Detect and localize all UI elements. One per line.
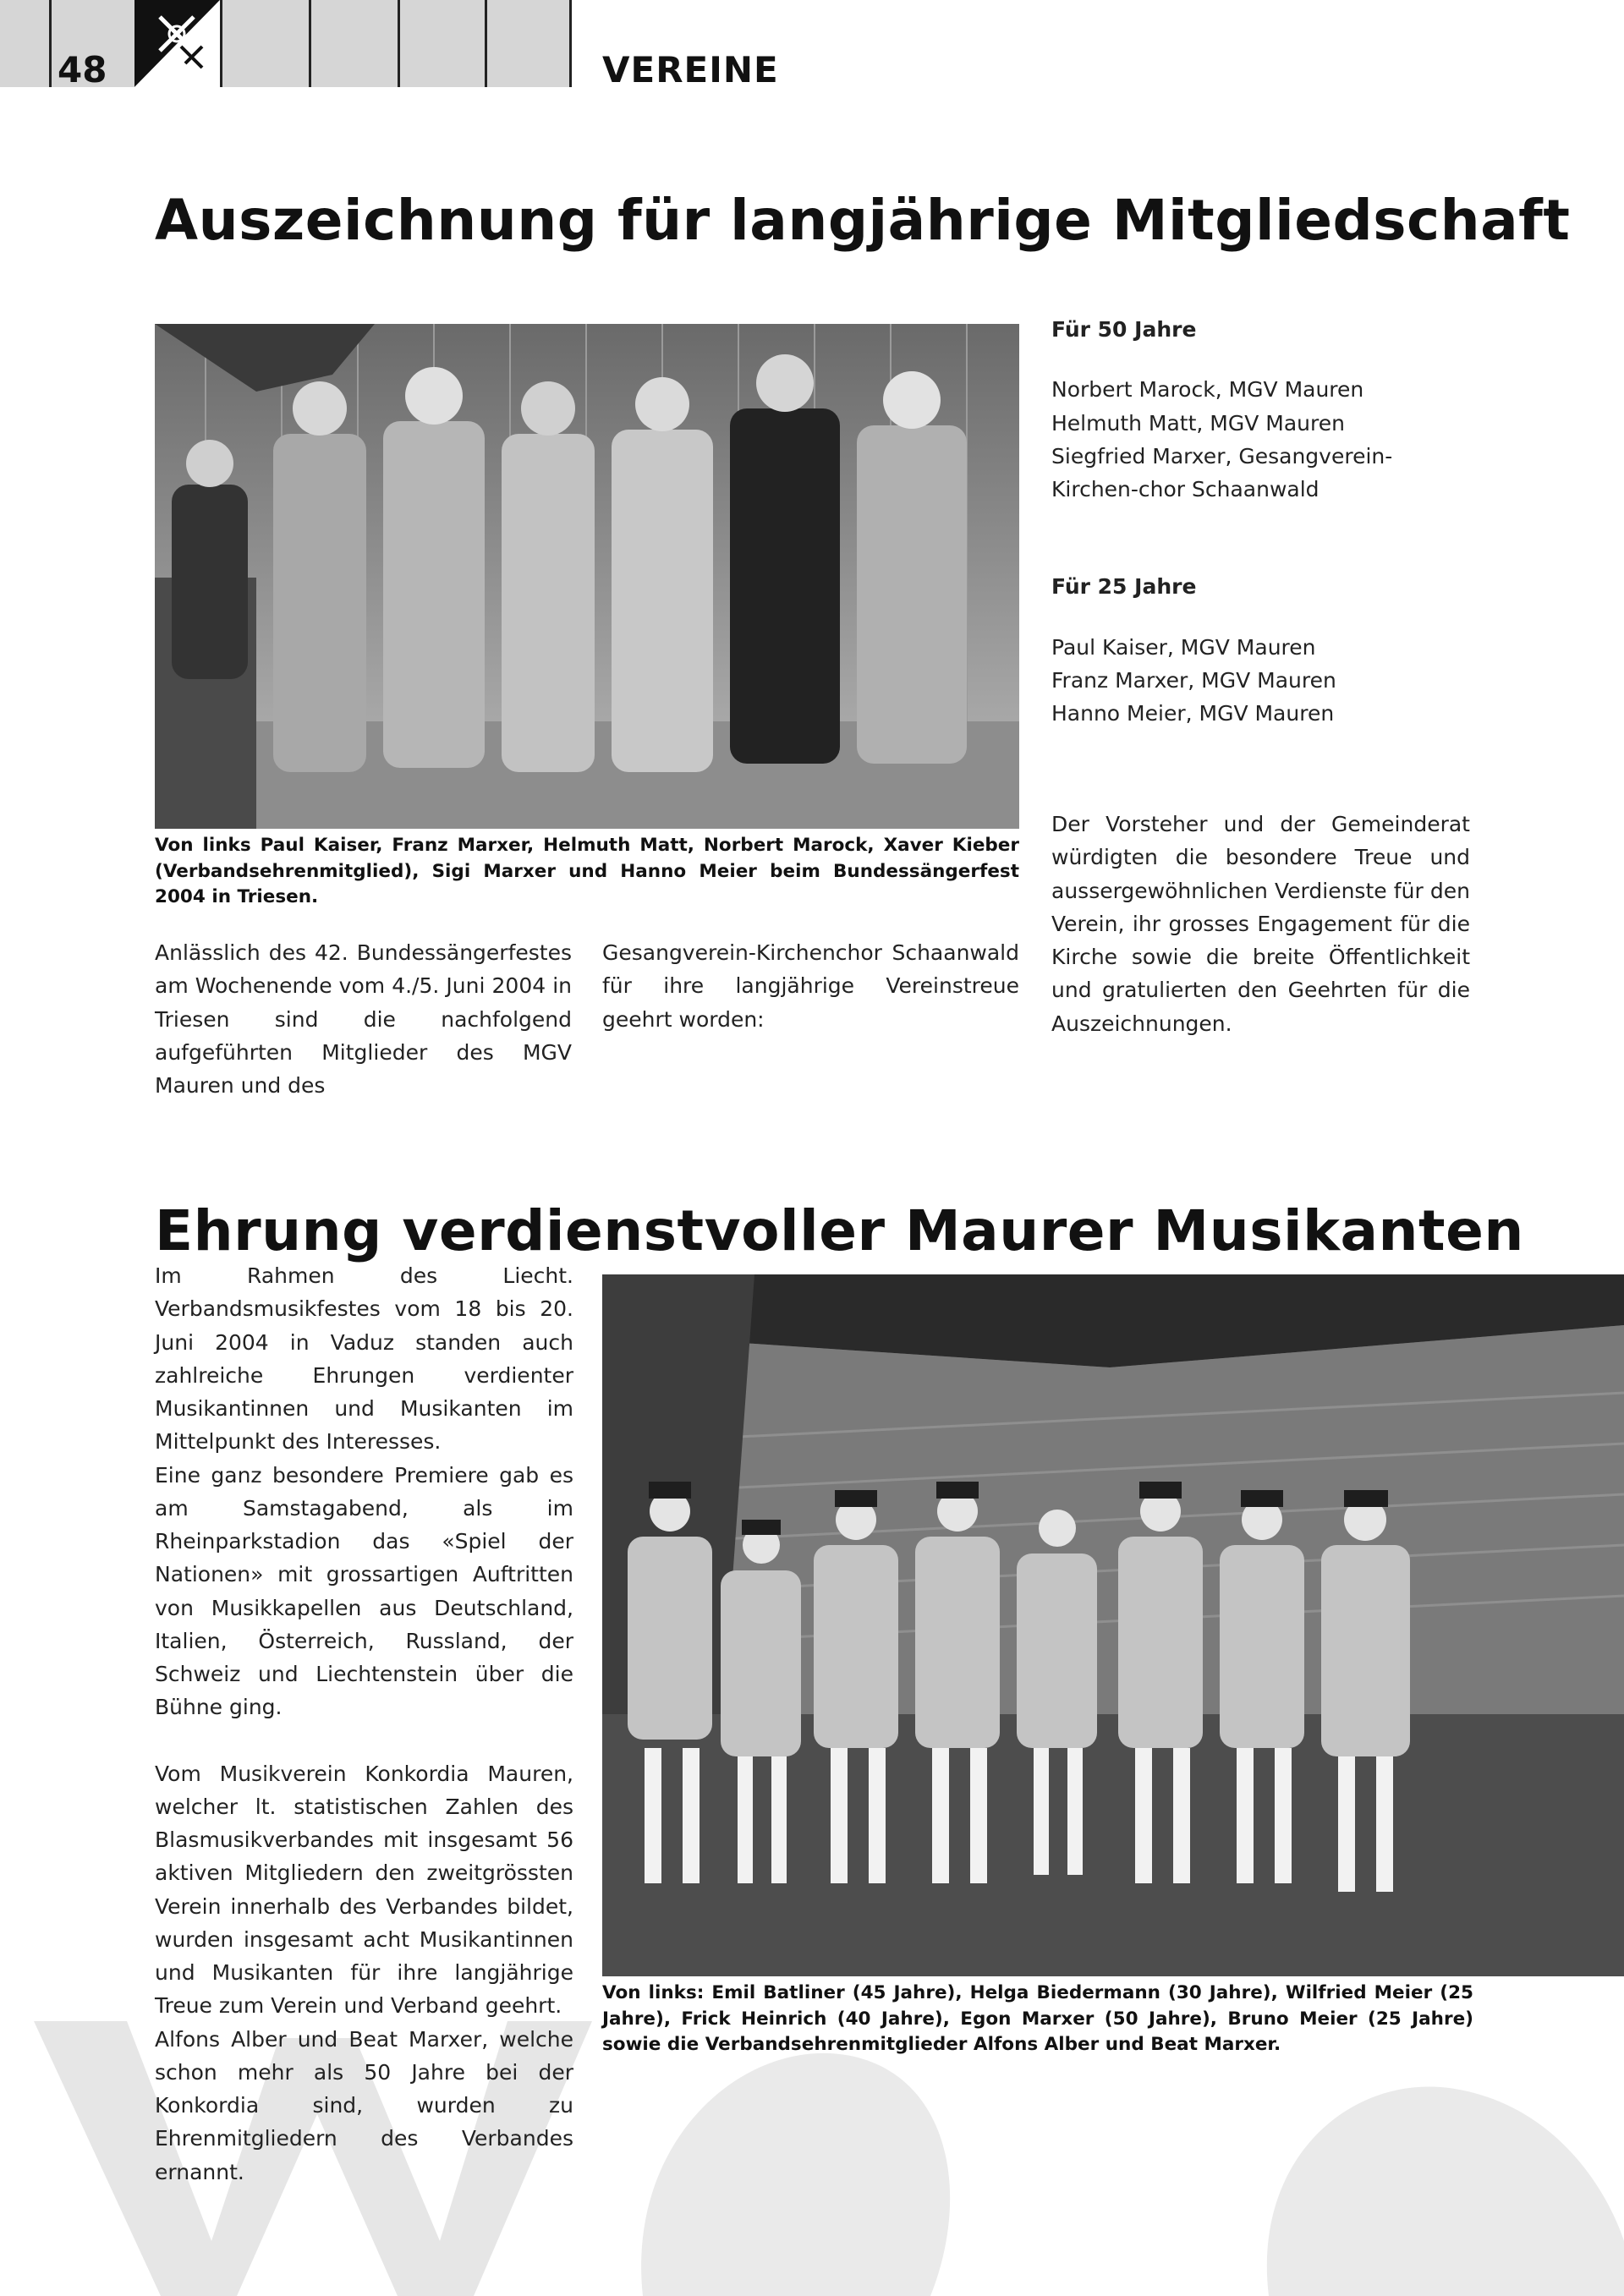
honor-names [1051,373,1474,506]
body-column: Anlässlich des 42. Bundessängerfestes am Wochenende vom 4./5. Juni 2004 in Triesen sind die nachfolgend aufgeführten Mitglieder des MGV Mauren und des [155,940,572,1098]
page-number: 48 [58,49,107,90]
honor-names [1051,631,1474,731]
article-2-text [155,1259,573,2189]
paragraph: Im Rahmen des Liecht. Verbandsmusikfestes vom 18 bis 20. Juni 2004 in Vaduz standen auch zahlreiche Ehrungen verdienter Musikantinnen und Musikanten im Mittelpunkt des Interesses. [155,1263,573,1455]
paragraph: Eine ganz besondere Premiere gab es am Samstagabend, als im Rheinparkstadion das «Spiel der Nationen» mit grossartigen Auftritten von Musikkapellen aus Deutschland, Italien, Österreich, Russland, der Schweiz und Liechtenstein über die Bühne ging. [155,1462,573,1720]
body-column: Gesangverein-Kirchenchor Schaanwald für ihre langjährige Vereinstreue geehrt worden: [602,940,1019,1032]
body-column: Der Vorsteher und der Gemeinderat würdigten die besondere Treue und aussergewöhnlichen Verdienste für den Verein, ihr grosses Engagement für die Kirche sowie die breite Öffentlichkeit und gratulierten den Geehrten für die Auszeichnungen. [1051,812,1470,1036]
honor-name: Norbert Marock, MGV Mauren [1051,377,1364,403]
header-rule [398,0,400,87]
honor-name: Siegfried Marxer, Gesangverein-Kirchen-chor Schaanwald [1051,443,1393,501]
honor-name: Hanno Meier, MGV Mauren [1051,701,1335,726]
article-2-title: Ehrung verdienstvoller Maurer Musikanten [155,1198,1524,1264]
honor-name: Franz Marxer, MGV Mauren [1051,667,1336,693]
honor-heading: Für 25 Jahre [1051,574,1197,600]
paragraph: Vom Musikverein Konkordia Mauren, welcher lt. statistischen Zahlen des Blasmusikverbandes mit insgesamt 56 aktiven Mitgliedern den zweitgrössten Verein innerhalb des Verbandes bildet, wurden insgesamt acht Musikantinnen und Musikanten für ihre langjährige Treue zum Verein und Verband geehrt. [155,1761,573,2019]
honor-name: Helmuth Matt, MGV Mauren [1051,410,1345,436]
honor-name: Paul Kaiser, MGV Mauren [1051,634,1316,660]
header-rule [309,0,311,87]
municipal-logo-icon [134,0,220,87]
header-rule [485,0,487,87]
group-photo-musicians [602,1274,1624,1976]
honor-group [1051,570,1474,730]
group-photo-choir [155,324,1019,829]
header-rule [569,0,572,87]
paragraph: Alfons Alber und Beat Marxer, welche schon mehr als 50 Jahre bei der Konkordia sind, wurden zu Ehrenmitgliedern des Verbandes ernannt. [155,2026,573,2184]
header-rule [49,0,52,87]
photo-caption: Von links: Emil Batliner (45 Jahre), Helga Biedermann (30 Jahre), Wilfried Meier (25 Jahre), Frick Heinrich (40 Jahre), Egon Marxer (50 Jahre), Bruno Meier (25 Jahre) sowie die Verbandsehrenmitglieder Alfons Alber und Beat Marxer. [602,1982,1473,2056]
header-rule [220,0,222,87]
photo-caption: Von links Paul Kaiser, Franz Marxer, Helmuth Matt, Norbert Marock, Xaver Kieber (Verbandsehrenmitglied), Sigi Marxer und Hanno Meier beim Bundessängerfest 2004 in Triesen. [155,835,1019,908]
section-label: VEREINE [602,49,779,90]
honor-heading: Für 50 Jahre [1051,317,1197,342]
article-1-title: Auszeichnung für langjährige Mitgliedschaft [155,188,1571,254]
honors-list [1051,313,1474,730]
